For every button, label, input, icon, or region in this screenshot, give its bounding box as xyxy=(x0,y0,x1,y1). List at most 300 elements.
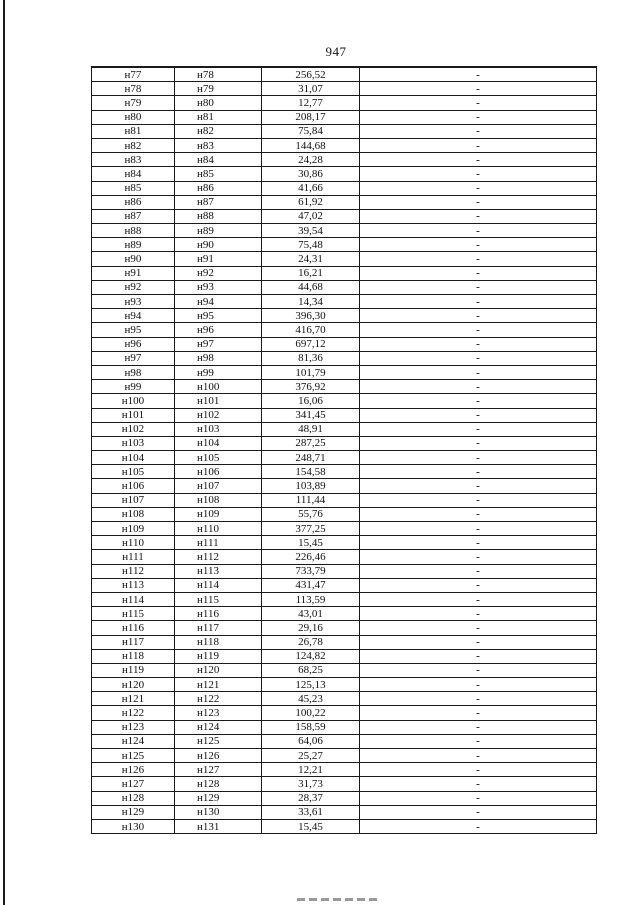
point-to-cell xyxy=(175,522,262,536)
table-row xyxy=(92,607,597,621)
note-cell xyxy=(360,663,597,677)
point-to-cell-text: н93 xyxy=(197,281,214,294)
point-to-cell-text: н108 xyxy=(197,494,220,507)
note-cell xyxy=(360,678,597,692)
point-to-cell-text: н96 xyxy=(197,323,214,336)
distance-cell xyxy=(262,805,360,819)
table-row xyxy=(92,522,597,536)
point-to-cell-text: н104 xyxy=(197,437,220,450)
table-row xyxy=(92,67,597,82)
table-row xyxy=(92,805,597,819)
point-from-cell-text: н108 xyxy=(121,508,145,521)
point-from-cell xyxy=(92,663,175,677)
distance-cell-text: 100,22 xyxy=(295,707,326,720)
note-cell xyxy=(360,224,597,238)
point-from-cell-text: н103 xyxy=(121,437,145,450)
note-cell-text: - xyxy=(476,338,480,351)
point-to-cell xyxy=(175,82,262,96)
point-to-cell xyxy=(175,706,262,720)
point-from-cell xyxy=(92,195,175,209)
distance-cell-text: 29,16 xyxy=(298,621,323,634)
point-from-cell xyxy=(92,805,175,819)
table-row xyxy=(92,153,597,167)
note-cell-text: - xyxy=(476,281,480,294)
note-cell xyxy=(360,209,597,223)
point-from-cell-text: н80 xyxy=(124,111,142,124)
point-to-cell xyxy=(175,607,262,621)
table-row xyxy=(92,720,597,734)
point-from-cell xyxy=(92,777,175,791)
point-from-cell xyxy=(92,678,175,692)
point-from-cell xyxy=(92,280,175,294)
distance-cell xyxy=(262,365,360,379)
point-from-cell-text: н88 xyxy=(124,224,142,237)
note-cell-text: - xyxy=(476,366,480,379)
note-cell xyxy=(360,380,597,394)
table-row xyxy=(92,195,597,209)
point-from-cell-text: н104 xyxy=(121,451,145,464)
point-from-cell-text: н84 xyxy=(124,167,142,180)
table-row xyxy=(92,82,597,96)
distance-cell-text: 111,44 xyxy=(295,494,326,507)
table-row xyxy=(92,337,597,351)
note-cell-text: - xyxy=(476,550,480,563)
note-cell xyxy=(360,280,597,294)
point-from-cell xyxy=(92,266,175,280)
distance-cell xyxy=(262,536,360,550)
point-from-cell xyxy=(92,323,175,337)
note-cell xyxy=(360,337,597,351)
note-cell xyxy=(360,238,597,252)
distance-cell xyxy=(262,592,360,606)
point-from-cell-text: н87 xyxy=(124,210,142,223)
point-to-cell xyxy=(175,550,262,564)
note-cell-text: - xyxy=(476,224,480,237)
note-cell-text: - xyxy=(476,82,480,95)
note-cell xyxy=(360,252,597,266)
point-to-cell xyxy=(175,138,262,152)
point-to-cell-text: н90 xyxy=(197,238,214,251)
point-to-cell xyxy=(175,337,262,351)
note-cell xyxy=(360,621,597,635)
distance-cell xyxy=(262,280,360,294)
note-cell xyxy=(360,522,597,536)
point-from-cell-text: н126 xyxy=(121,763,145,776)
point-to-cell xyxy=(175,209,262,223)
point-to-cell xyxy=(175,649,262,663)
table-row xyxy=(92,678,597,692)
distance-cell-text: 45,23 xyxy=(298,692,323,705)
point-to-cell-text: н121 xyxy=(197,678,220,691)
note-cell xyxy=(360,536,597,550)
note-cell xyxy=(360,592,597,606)
distance-cell xyxy=(262,550,360,564)
point-to-cell xyxy=(175,252,262,266)
table-row xyxy=(92,564,597,578)
point-to-cell xyxy=(175,465,262,479)
note-cell-text: - xyxy=(476,565,480,578)
distance-cell xyxy=(262,295,360,309)
point-to-cell-text: н106 xyxy=(197,465,220,478)
point-to-cell-text: н115 xyxy=(197,593,219,606)
table-row xyxy=(92,280,597,294)
distance-cell-text: 15,45 xyxy=(298,536,323,549)
distance-cell-text: 248,71 xyxy=(295,451,326,464)
distance-cell-text: 287,25 xyxy=(295,437,326,450)
table-row xyxy=(92,578,597,592)
point-from-cell xyxy=(92,436,175,450)
note-cell xyxy=(360,408,597,422)
distance-cell xyxy=(262,692,360,706)
note-cell-text: - xyxy=(476,352,480,365)
distance-cell xyxy=(262,720,360,734)
distance-cell-text: 158,59 xyxy=(295,721,326,734)
page-edge xyxy=(3,0,5,905)
note-cell-text: - xyxy=(476,607,480,620)
point-to-cell-text: н87 xyxy=(197,196,214,209)
table-row xyxy=(92,96,597,110)
note-cell-text: - xyxy=(476,323,480,336)
point-to-cell-text: н130 xyxy=(197,806,220,819)
point-to-cell-text: н81 xyxy=(197,111,214,124)
note-cell xyxy=(360,451,597,465)
table-row xyxy=(92,110,597,124)
distance-cell-text: 61,92 xyxy=(298,196,323,209)
point-from-cell-text: н116 xyxy=(122,621,144,634)
point-to-cell xyxy=(175,394,262,408)
note-cell xyxy=(360,465,597,479)
distance-cell xyxy=(262,408,360,422)
table-row xyxy=(92,493,597,507)
point-to-cell xyxy=(175,266,262,280)
point-to-cell-text: н92 xyxy=(197,267,214,280)
point-from-cell xyxy=(92,592,175,606)
point-from-cell xyxy=(92,507,175,521)
distance-cell xyxy=(262,138,360,152)
point-from-cell-text: н121 xyxy=(121,692,145,705)
distance-cell xyxy=(262,323,360,337)
point-to-cell xyxy=(175,195,262,209)
point-to-cell-text: н94 xyxy=(197,295,214,308)
note-cell xyxy=(360,819,597,833)
point-to-cell-text: н99 xyxy=(197,366,214,379)
note-cell-text: - xyxy=(476,167,480,180)
distance-cell-text: 64,06 xyxy=(298,735,323,748)
point-to-cell-text: н86 xyxy=(197,182,214,195)
distance-cell xyxy=(262,224,360,238)
note-cell xyxy=(360,720,597,734)
table-row xyxy=(92,791,597,805)
distance-cell xyxy=(262,266,360,280)
point-from-cell xyxy=(92,479,175,493)
note-cell xyxy=(360,805,597,819)
table-row xyxy=(92,777,597,791)
note-cell xyxy=(360,564,597,578)
point-from-cell-text: н114 xyxy=(122,593,144,606)
point-to-cell xyxy=(175,635,262,649)
distance-cell xyxy=(262,238,360,252)
distance-cell xyxy=(262,564,360,578)
distance-cell xyxy=(262,82,360,96)
distance-cell-text: 33,61 xyxy=(298,806,323,819)
point-to-cell-text: н103 xyxy=(197,423,220,436)
table-row xyxy=(92,663,597,677)
distance-cell xyxy=(262,67,360,82)
note-cell xyxy=(360,181,597,195)
point-from-cell xyxy=(92,621,175,635)
distance-cell-text: 125,13 xyxy=(295,678,326,691)
point-to-cell xyxy=(175,479,262,493)
distance-cell-text: 341,45 xyxy=(295,409,326,422)
distance-cell-text: 39,54 xyxy=(298,224,323,237)
point-to-cell xyxy=(175,692,262,706)
point-from-cell-text: н93 xyxy=(124,295,142,308)
point-to-cell-text: н116 xyxy=(197,607,219,620)
distance-cell xyxy=(262,451,360,465)
note-cell-text: - xyxy=(476,579,480,592)
distance-cell-text: 144,68 xyxy=(295,139,326,152)
point-from-cell xyxy=(92,167,175,181)
point-from-cell xyxy=(92,734,175,748)
point-to-cell xyxy=(175,351,262,365)
point-from-cell-text: н130 xyxy=(121,820,145,833)
table-row xyxy=(92,635,597,649)
note-cell-text: - xyxy=(476,735,480,748)
point-from-cell xyxy=(92,649,175,663)
point-from-cell xyxy=(92,791,175,805)
table-row xyxy=(92,763,597,777)
distance-cell-text: 41,66 xyxy=(298,182,323,195)
distance-cell-text: 208,17 xyxy=(295,111,326,124)
note-cell-text: - xyxy=(476,792,480,805)
point-to-cell-text: н110 xyxy=(197,522,219,535)
distance-cell xyxy=(262,167,360,181)
point-from-cell-text: н99 xyxy=(124,380,142,393)
table-row xyxy=(92,351,597,365)
distance-cell xyxy=(262,153,360,167)
distance-cell xyxy=(262,96,360,110)
point-to-cell-text: н119 xyxy=(197,650,219,663)
point-from-cell xyxy=(92,337,175,351)
point-to-cell xyxy=(175,408,262,422)
distance-cell-text: 376,92 xyxy=(295,380,326,393)
distance-cell-text: 24,28 xyxy=(298,153,323,166)
note-cell-text: - xyxy=(476,96,480,109)
note-cell-text: - xyxy=(476,536,480,549)
distance-cell-text: 154,58 xyxy=(295,465,326,478)
point-from-cell xyxy=(92,96,175,110)
table-row xyxy=(92,224,597,238)
point-from-cell-text: н89 xyxy=(124,238,142,251)
point-to-cell xyxy=(175,507,262,521)
distance-cell-text: 81,36 xyxy=(298,352,323,365)
note-cell xyxy=(360,749,597,763)
distance-cell xyxy=(262,706,360,720)
note-cell-text: - xyxy=(476,125,480,138)
point-to-cell-text: н122 xyxy=(197,692,220,705)
distance-cell xyxy=(262,394,360,408)
distance-cell xyxy=(262,522,360,536)
point-to-cell xyxy=(175,451,262,465)
point-to-cell-text: н83 xyxy=(197,139,214,152)
point-to-cell xyxy=(175,791,262,805)
note-cell xyxy=(360,110,597,124)
point-to-cell xyxy=(175,96,262,110)
distance-cell xyxy=(262,621,360,635)
point-to-cell-text: н111 xyxy=(197,536,219,549)
note-cell-text: - xyxy=(476,68,480,81)
note-cell xyxy=(360,692,597,706)
note-cell xyxy=(360,153,597,167)
point-from-cell-text: н79 xyxy=(124,96,142,109)
table-row xyxy=(92,436,597,450)
table-row xyxy=(92,592,597,606)
point-from-cell-text: н112 xyxy=(122,565,144,578)
note-cell-text: - xyxy=(476,139,480,152)
point-from-cell-text: н111 xyxy=(122,550,144,563)
point-from-cell xyxy=(92,295,175,309)
table-row xyxy=(92,124,597,138)
point-from-cell xyxy=(92,238,175,252)
point-to-cell-text: н109 xyxy=(197,508,220,521)
note-cell-text: - xyxy=(476,394,480,407)
note-cell-text: - xyxy=(476,253,480,266)
note-cell xyxy=(360,82,597,96)
distance-cell-text: 226,46 xyxy=(295,550,326,563)
point-from-cell xyxy=(92,635,175,649)
point-from-cell xyxy=(92,522,175,536)
distance-cell xyxy=(262,635,360,649)
point-from-cell xyxy=(92,138,175,152)
distance-cell xyxy=(262,110,360,124)
distance-cell-text: 28,37 xyxy=(298,792,323,805)
point-from-cell-text: н97 xyxy=(124,352,142,365)
note-cell-text: - xyxy=(476,707,480,720)
point-from-cell-text: н127 xyxy=(121,777,145,790)
table-row xyxy=(92,749,597,763)
point-from-cell-text: н105 xyxy=(121,465,145,478)
point-to-cell-text: н80 xyxy=(197,96,214,109)
point-to-cell-text: н123 xyxy=(197,707,220,720)
distance-cell xyxy=(262,380,360,394)
point-from-cell xyxy=(92,578,175,592)
note-cell xyxy=(360,124,597,138)
distance-cell xyxy=(262,252,360,266)
point-to-cell-text: н78 xyxy=(197,68,214,81)
point-to-cell xyxy=(175,592,262,606)
point-to-cell-text: н118 xyxy=(197,636,219,649)
point-from-cell-text: н77 xyxy=(124,68,142,81)
point-to-cell-text: н102 xyxy=(197,409,220,422)
table-body xyxy=(92,67,597,834)
distance-cell-text: 396,30 xyxy=(295,309,326,322)
table-row xyxy=(92,309,597,323)
note-cell-text: - xyxy=(476,678,480,691)
note-cell-text: - xyxy=(476,692,480,705)
distance-cell-text: 44,68 xyxy=(298,281,323,294)
point-from-cell-text: н119 xyxy=(122,664,144,677)
note-cell-text: - xyxy=(476,295,480,308)
point-from-cell-text: н122 xyxy=(121,707,145,720)
scan-artifact xyxy=(297,898,377,901)
point-to-cell-text: н91 xyxy=(197,253,214,266)
point-from-cell xyxy=(92,536,175,550)
point-to-cell-text: н127 xyxy=(197,763,220,776)
distance-cell xyxy=(262,351,360,365)
distance-cell xyxy=(262,678,360,692)
note-cell-text: - xyxy=(476,763,480,776)
distance-cell xyxy=(262,791,360,805)
point-from-cell xyxy=(92,365,175,379)
point-to-cell-text: н100 xyxy=(197,380,220,393)
note-cell xyxy=(360,67,597,82)
point-from-cell xyxy=(92,394,175,408)
note-cell-text: - xyxy=(476,749,480,762)
note-cell-text: - xyxy=(476,777,480,790)
point-to-cell xyxy=(175,578,262,592)
point-from-cell-text: н94 xyxy=(124,309,142,322)
note-cell-text: - xyxy=(476,820,480,833)
point-from-cell-text: н91 xyxy=(124,267,142,280)
distance-cell xyxy=(262,181,360,195)
point-to-cell-text: н97 xyxy=(197,338,214,351)
note-cell-text: - xyxy=(476,664,480,677)
note-cell xyxy=(360,195,597,209)
table-row xyxy=(92,536,597,550)
note-cell xyxy=(360,167,597,181)
note-cell-text: - xyxy=(476,423,480,436)
point-from-cell xyxy=(92,181,175,195)
distance-cell-text: 12,21 xyxy=(298,763,323,776)
table-row xyxy=(92,238,597,252)
note-cell xyxy=(360,550,597,564)
point-from-cell-text: н81 xyxy=(124,125,142,138)
point-from-cell-text: н82 xyxy=(124,139,142,152)
note-cell-text: - xyxy=(476,494,480,507)
table-row xyxy=(92,479,597,493)
point-to-cell xyxy=(175,153,262,167)
distance-cell-text: 47,02 xyxy=(298,210,323,223)
point-to-cell-text: н125 xyxy=(197,735,220,748)
distance-cell-text: 12,77 xyxy=(298,96,323,109)
point-from-cell-text: н85 xyxy=(124,182,142,195)
note-cell xyxy=(360,295,597,309)
point-to-cell-text: н88 xyxy=(197,210,214,223)
point-from-cell-text: н83 xyxy=(124,153,142,166)
note-cell-text: - xyxy=(476,721,480,734)
point-from-cell-text: н128 xyxy=(121,792,145,805)
distance-cell xyxy=(262,309,360,323)
point-to-cell-text: н114 xyxy=(197,579,219,592)
point-from-cell-text: н95 xyxy=(124,323,142,336)
table-row xyxy=(92,422,597,436)
point-to-cell xyxy=(175,734,262,748)
note-cell xyxy=(360,422,597,436)
point-from-cell xyxy=(92,309,175,323)
point-from-cell xyxy=(92,82,175,96)
table-row xyxy=(92,451,597,465)
point-to-cell xyxy=(175,621,262,635)
distance-cell xyxy=(262,819,360,833)
note-cell xyxy=(360,138,597,152)
page-number: 947 xyxy=(325,44,347,59)
note-cell xyxy=(360,763,597,777)
note-cell-text: - xyxy=(476,267,480,280)
point-from-cell-text: н110 xyxy=(122,536,144,549)
distance-cell xyxy=(262,422,360,436)
distance-cell-text: 113,59 xyxy=(295,593,326,606)
point-to-cell xyxy=(175,280,262,294)
